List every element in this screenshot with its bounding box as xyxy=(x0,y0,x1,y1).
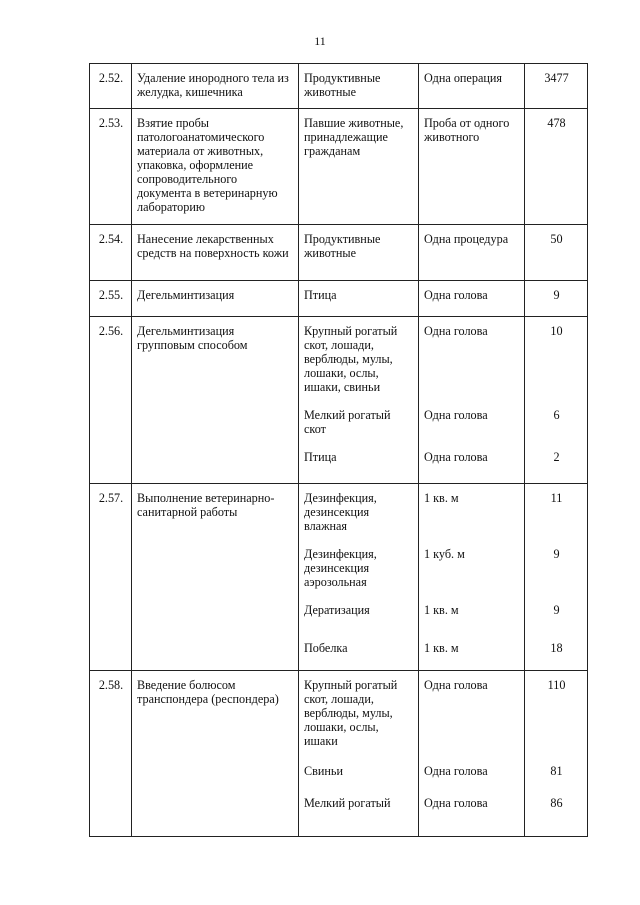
animal-type-cell xyxy=(299,317,419,484)
unit-of-measure-cell xyxy=(419,317,525,484)
price: 86 xyxy=(550,796,563,810)
service-name: Нанесение лекарственных средств на поверхность кожи xyxy=(132,225,299,281)
unit-of-measure: 1 кв. м xyxy=(424,603,459,617)
animal-type: Свиньи xyxy=(304,764,344,778)
price: 2 xyxy=(553,450,560,464)
unit-of-measure: 1 кв. м xyxy=(424,491,459,505)
animal-type: Птица xyxy=(299,281,419,317)
animal-type-cell xyxy=(299,484,419,671)
row-number: 2.52. xyxy=(90,64,132,109)
table-row xyxy=(90,671,588,837)
price: 478 xyxy=(525,109,588,225)
animal-type: Мелкий рогатый xyxy=(304,796,391,810)
unit-of-measure: Одна процедура xyxy=(419,225,525,281)
work-type: Побелка xyxy=(304,641,348,655)
price: 10 xyxy=(550,324,563,338)
row-number: 2.54. xyxy=(90,225,132,281)
service-name: Удаление инородного тела из желудка, кишечника xyxy=(132,64,299,109)
unit-of-measure: 1 куб. м xyxy=(424,547,465,561)
table-row xyxy=(90,225,588,281)
price: 9 xyxy=(553,547,560,561)
price: 110 xyxy=(547,678,566,692)
row-number: 2.58. xyxy=(90,671,132,837)
table-row xyxy=(90,109,588,225)
price: 11 xyxy=(550,491,563,505)
row-number: 2.57. xyxy=(90,484,132,671)
row-number: 2.53. xyxy=(90,109,132,225)
row-number: 2.56. xyxy=(90,317,132,484)
unit-of-measure: Одна голова xyxy=(424,796,488,810)
animal-type: Продуктивные животные xyxy=(299,225,419,281)
unit-of-measure-cell xyxy=(419,484,525,671)
unit-of-measure: Одна голова xyxy=(424,450,488,464)
table-row xyxy=(90,484,588,671)
unit-of-measure: Одна голова xyxy=(419,281,525,317)
animal-type: Продуктивные животные xyxy=(299,64,419,109)
work-type: Дезинфекция, дезинсекция влажная xyxy=(304,491,377,533)
row-number: 2.55. xyxy=(90,281,132,317)
price-cell xyxy=(525,671,588,837)
unit-of-measure: Одна операция xyxy=(419,64,525,109)
price: 9 xyxy=(525,281,588,317)
price-cell xyxy=(525,484,588,671)
price: 9 xyxy=(553,603,560,617)
animal-type: Крупный рогатый скот, лошади, верблюды, мулы, лошаки, ослы, ишаки xyxy=(304,678,398,748)
page-number: 11 xyxy=(314,34,326,48)
unit-of-measure: Одна голова xyxy=(424,764,488,778)
service-name: Дегельминтизация групповым способом xyxy=(132,317,299,484)
price: 18 xyxy=(550,641,563,655)
animal-type: Птица xyxy=(304,450,337,464)
table-row xyxy=(90,317,588,484)
service-name: Дегельминтизация xyxy=(132,281,299,317)
animal-type: Мелкий рогатый скот xyxy=(304,408,391,436)
animal-type-cell xyxy=(299,671,419,837)
work-type: Дератизация xyxy=(304,603,370,617)
unit-of-measure: Одна голова xyxy=(424,324,488,338)
service-name: Взятие пробы патологоанатомического материала от животных, упаковка, оформление сопроводительного документа в ветеринарную лабораторию xyxy=(132,109,299,225)
work-type: Дезинфекция, дезинсекция аэрозольная xyxy=(304,547,377,589)
price: 6 xyxy=(553,408,560,422)
animal-type: Павшие животные, принадлежащие гражданам xyxy=(299,109,419,225)
unit-of-measure: Проба от одного животного xyxy=(419,109,525,225)
table-row xyxy=(90,64,588,109)
service-name: Введение болюсом транспондера (респондера) xyxy=(132,671,299,837)
service-name: Выполнение ветеринарно-санитарной работы xyxy=(132,484,299,671)
price: 3477 xyxy=(525,64,588,109)
price: 81 xyxy=(550,764,563,778)
unit-of-measure: Одна голова xyxy=(424,408,488,422)
unit-of-measure-cell xyxy=(419,671,525,837)
table-row xyxy=(90,281,588,317)
price: 50 xyxy=(525,225,588,281)
unit-of-measure: 1 кв. м xyxy=(424,641,459,655)
animal-type: Крупный рогатый скот, лошади, верблюды, мулы, лошаки, ослы, ишаки, свиньи xyxy=(304,324,398,394)
price-cell xyxy=(525,317,588,484)
unit-of-measure: Одна голова xyxy=(424,678,488,692)
tariff-table xyxy=(89,63,588,837)
